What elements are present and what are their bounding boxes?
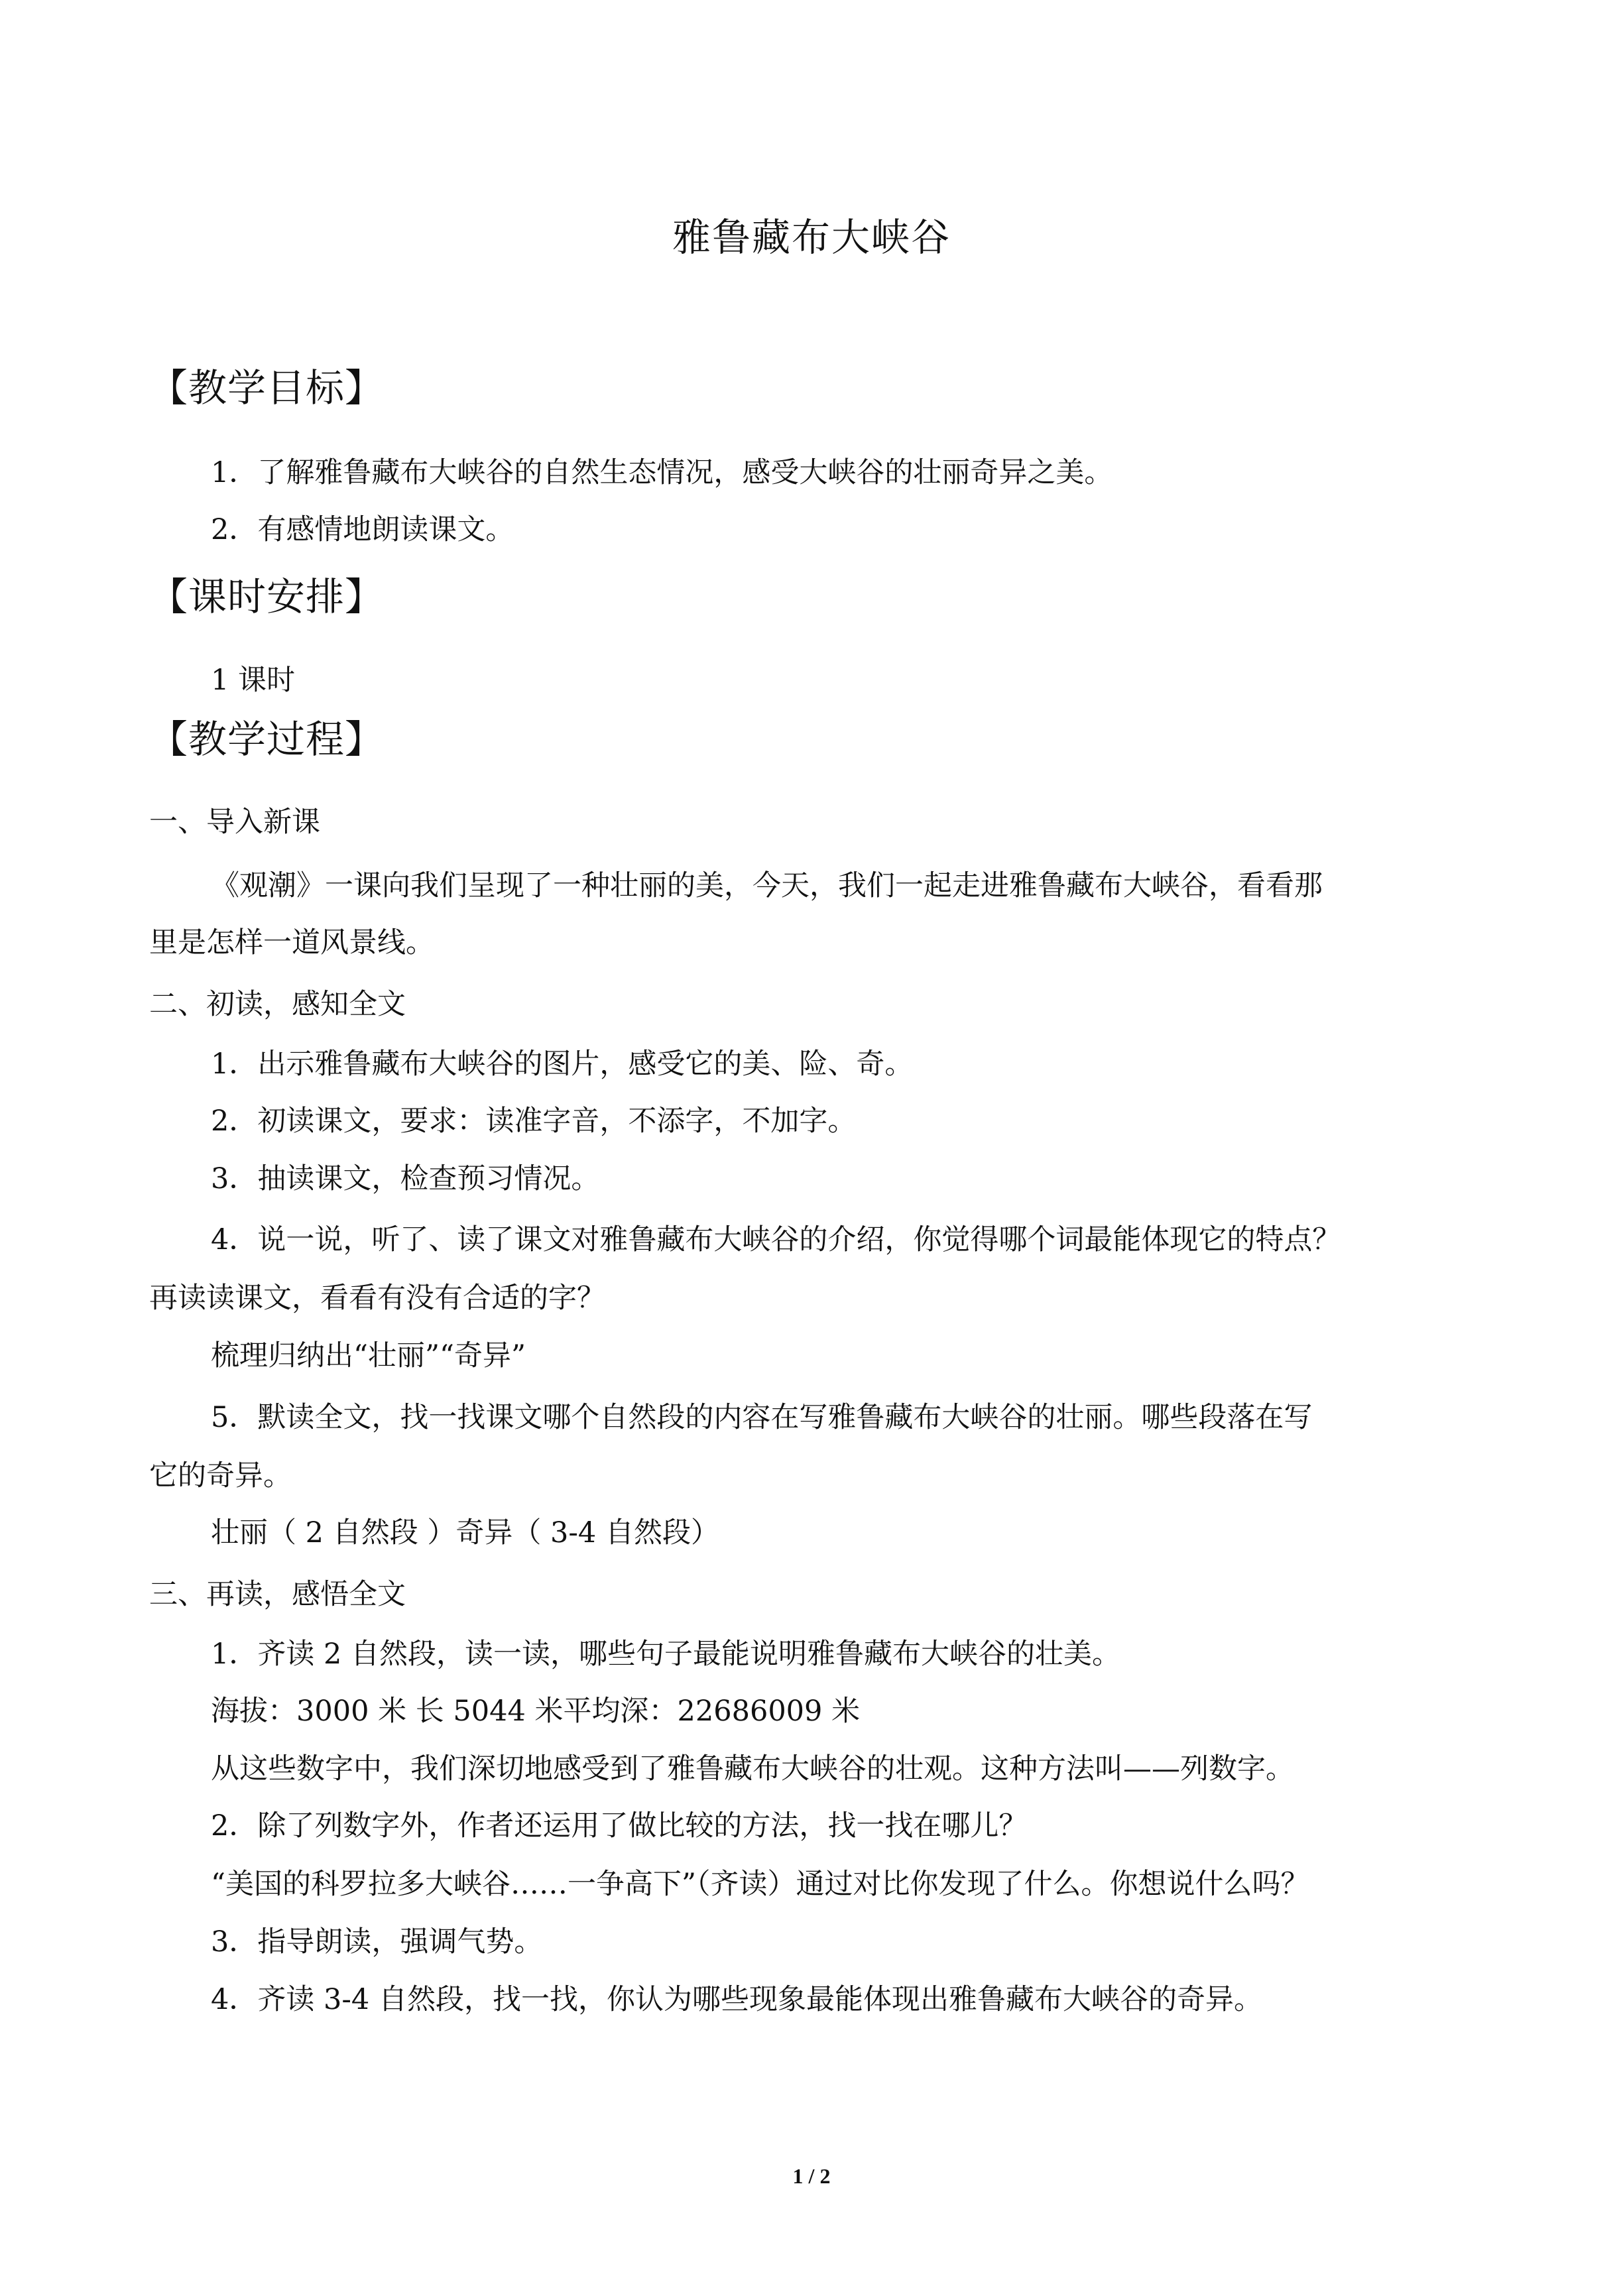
goal-item: 2．有感情地朗读课文。 bbox=[211, 513, 514, 546]
paragraph-line: 它的奇异。 bbox=[149, 1459, 292, 1492]
paragraph-line: 《观潮》一课向我们呈现了一种壮丽的美，今天，我们一起走进雅鲁藏布大峡谷，看看那 bbox=[211, 869, 1323, 902]
numbers-text: 海拔：3000 米 长 5044 米平均深：22686009 米 bbox=[211, 1695, 861, 1728]
paragraph-line: 里是怎样一道风景线。 bbox=[149, 926, 434, 959]
section-heading-process: 【教学过程】 bbox=[149, 717, 385, 762]
list-item: 3．指导朗读，强调气势。 bbox=[211, 1925, 543, 1959]
list-item: 5．默读全文，找一找课文哪个自然段的内容在写雅鲁藏布大峡谷的壮丽。哪些段落在写 bbox=[211, 1401, 1313, 1434]
goal-item: 1．了解雅鲁藏布大峡谷的自然生态情况，感受大峡谷的壮丽奇异之美。 bbox=[211, 456, 1113, 489]
section-heading-schedule: 【课时安排】 bbox=[149, 574, 385, 619]
part1-title: 一、导入新课 bbox=[149, 806, 320, 839]
list-item: 1．齐读 2 自然段，读一读，哪些句子最能说明雅鲁藏布大峡谷的壮美。 bbox=[211, 1638, 1121, 1671]
part2-title: 二、初读，感知全文 bbox=[149, 988, 406, 1021]
part3-title: 三、再读，感悟全文 bbox=[149, 1578, 406, 1611]
quote-text: “美国的科罗拉多大峡谷……一争高下”（齐读）通过对比你发现了什么。你想说什么吗？ bbox=[211, 1868, 1309, 1901]
document-title: 雅鲁藏布大峡谷 bbox=[672, 215, 951, 260]
section-heading-goals: 【教学目标】 bbox=[149, 365, 385, 410]
paragraph-line: 再读读课文，看看有没有合适的字？ bbox=[149, 1282, 605, 1315]
list-item: 3．抽读课文，检查预习情况。 bbox=[211, 1162, 600, 1195]
method-text: 从这些数字中，我们深切地感受到了雅鲁藏布大峡谷的壮观。这种方法叫——列数字。 bbox=[211, 1752, 1294, 1785]
summary-text: 梳理归纳出“壮丽”“奇异” bbox=[211, 1339, 526, 1372]
answer-text: 壮丽（ 2 自然段 ）奇异（ 3-4 自然段） bbox=[211, 1516, 719, 1549]
list-item: 2．初读课文，要求：读准字音，不添字，不加字。 bbox=[211, 1105, 857, 1138]
list-item: 2．除了列数字外，作者还运用了做比较的方法，找一找在哪儿？ bbox=[211, 1809, 1028, 1843]
page-indicator: 1 / 2 bbox=[792, 2164, 831, 2188]
list-item: 4．齐读 3-4 自然段，找一找，你认为哪些现象最能体现出雅鲁藏布大峡谷的奇异。 bbox=[211, 1983, 1262, 2016]
list-item: 1．出示雅鲁藏布大峡谷的图片，感受它的美、险、奇。 bbox=[211, 1048, 914, 1081]
schedule-text: 1 课时 bbox=[211, 664, 296, 697]
list-item: 4．说一说，听了、读了课文对雅鲁藏布大峡谷的介绍，你觉得哪个词最能体现它的特点？ bbox=[211, 1223, 1341, 1256]
